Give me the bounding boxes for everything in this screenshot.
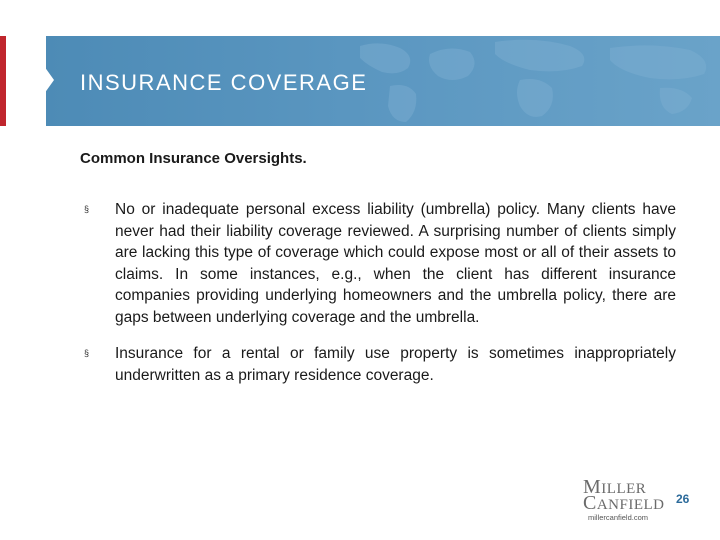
bullet-text: No or inadequate personal excess liability (umbrella) policy. Many clients have never had their liability coverage reviewed. A surprising number of clients simply are lacking this type of coverage which could expose most or all of their assets to claims. In some instances, e.g., when the client has different insurance companies providing underlying homeowners and the umbrella policy, there are gaps between underlying coverage and the umbrella. — [115, 201, 676, 326]
bullet-list — [84, 199, 676, 401]
logo-line-2: CANFIELD — [583, 492, 665, 514]
section-subtitle: Common Insurance Oversights. — [80, 150, 307, 167]
logo-line-1: MILLER — [583, 476, 647, 498]
bullet-marker-icon: § — [84, 348, 90, 358]
list-item — [84, 343, 676, 386]
logo-url: millercanfield.com — [588, 513, 649, 522]
world-map-graphic — [320, 36, 720, 126]
bullet-marker-icon: § — [84, 204, 90, 214]
header-arrow-icon — [44, 66, 54, 94]
list-item — [84, 199, 676, 328]
bullet-text: Insurance for a rental or family use property is sometimes inappropriately underwritten as a primary residence coverage. — [115, 345, 676, 384]
slide-title: INSURANCE COVERAGE — [80, 70, 368, 95]
accent-bar — [0, 36, 6, 126]
page-number: 26 — [676, 492, 690, 506]
